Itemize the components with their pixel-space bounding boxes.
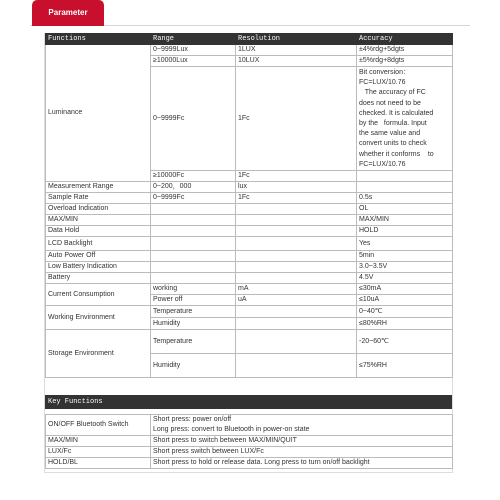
range-cell: Humidity [151,318,236,330]
resolution-cell: lux [236,182,357,193]
accuracy-cell: ≤75%RH [357,354,453,378]
accuracy-cell: 0.5s [357,193,453,204]
accuracy-cell: OL [357,204,453,215]
tab-parameter[interactable]: Parameter [32,0,104,26]
accuracy-cell: ±4%rdg+5dgts [357,45,453,56]
function-cell: Sample Rate [46,193,151,204]
key-desc-cell: Short press switch between LUX/Fc [151,447,453,458]
note-line: whether it conforms to [359,150,434,158]
function-cell: Data Hold [46,226,151,237]
function-cell: Storage Environment [46,330,151,378]
key-cell: LUX/Fc [46,447,151,458]
accuracy-cell [357,171,453,182]
note-line: Bit conversion： [359,69,410,76]
table-header-row [46,34,453,45]
function-cell: MAX/MIN [46,215,151,226]
table-row [46,237,453,251]
resolution-cell [236,354,357,378]
note-line: FC=LUX/10.76 [359,160,406,168]
accuracy-cell: 4.5V [357,273,453,284]
note-line: The accuracy of FC [359,89,426,97]
resolution-cell [236,273,357,284]
resolution-cell [236,215,357,226]
table-row [46,273,453,284]
accuracy-cell: ≤10uA [357,295,453,306]
resolution-cell [236,237,357,251]
table-row [46,45,453,56]
resolution-cell [236,226,357,237]
range-cell [151,251,236,262]
range-cell: Power off [151,295,236,306]
note-line: convert units to check [359,140,427,148]
range-cell [151,273,236,284]
table-row [46,330,453,354]
resolution-cell [236,262,357,273]
range-cell: ≥10000Fc [151,171,236,182]
range-cell [151,237,236,251]
key-functions-title: Key Functions [45,395,452,409]
key-cell: ON/OFF Bluetooth Switch [46,415,151,436]
fc-conversion-note [357,67,453,171]
resolution-cell [236,330,357,354]
table-row [46,251,453,262]
key-cell: HOLD/BL [46,458,151,469]
table-row [46,262,453,273]
range-cell: Temperature [151,330,236,354]
table-row [46,306,453,318]
range-cell: Temperature [151,306,236,318]
table-row [46,284,453,295]
accuracy-cell: 5min [357,251,453,262]
key-desc-cell: Short press to hold or release data. Long press to turn on/off backlight [151,458,453,469]
resolution-cell: 1Fc [236,67,357,171]
key-desc-cell [151,415,453,436]
tab-strip [30,0,470,26]
key-cell: MAX/MIN [46,436,151,447]
range-cell [151,226,236,237]
resolution-cell: 1Fc [236,171,357,182]
resolution-cell: uA [236,295,357,306]
function-cell: Battery [46,273,151,284]
table-row [46,215,453,226]
accuracy-cell: HOLD [357,226,453,237]
accuracy-cell: ≤30mA [357,284,453,295]
range-cell: 0~9999Lux [151,45,236,56]
function-cell: Luminance [46,45,151,182]
accuracy-cell: MAX/MIN [357,215,453,226]
table-row [46,436,453,447]
column-header: Accuracy [357,34,453,45]
function-cell: LCD Backlight [46,237,151,251]
accuracy-cell: -20~60℃ [357,330,453,354]
column-header: Range [151,34,236,45]
parameter-table [45,33,453,378]
note-line: FC=LUX/10.76 [359,79,406,87]
accuracy-cell [357,182,453,193]
column-header: Resolution [236,34,357,45]
bottom-divider [44,472,453,473]
key-functions-table [45,414,453,469]
range-cell: Humidity [151,354,236,378]
resolution-cell: mA [236,284,357,295]
function-cell: Auto Power Off [46,251,151,262]
range-cell: ≥10000Lux [151,56,236,67]
function-cell: Current Consumption [46,284,151,306]
range-cell: 0~9999Fc [151,193,236,204]
table-row [46,226,453,237]
accuracy-cell: ±5%rdg+8dgts [357,56,453,67]
range-cell [151,204,236,215]
range-cell [151,215,236,226]
resolution-cell [236,251,357,262]
function-cell: Overload Indication [46,204,151,215]
resolution-cell: 1LUX [236,45,357,56]
key-desc-cell: Short press to switch between MAX/MIN/QUIT [151,436,453,447]
table-row [46,204,453,215]
desc-line: Short press: power on/off [153,416,232,423]
desc-line: Long press: convert to Bluetooth in power-on state [153,426,310,433]
table-row [46,458,453,469]
range-cell: 0~200，000 [151,182,236,193]
column-header: Functions [46,34,151,45]
note-line: the same value and [359,130,421,138]
table-row [46,193,453,204]
accuracy-cell: 3.0~3.5V [357,262,453,273]
range-cell: working [151,284,236,295]
accuracy-cell: Yes [357,237,453,251]
resolution-cell [236,318,357,330]
resolution-cell [236,306,357,318]
function-cell: Low Battery Indication [46,262,151,273]
note-line: by the formula. Input [359,120,427,128]
note-line: checked. It is calculated [359,109,434,117]
table-row [46,415,453,436]
range-cell [151,262,236,273]
function-cell: Working Environment [46,306,151,330]
accuracy-cell: ≤80%RH [357,318,453,330]
resolution-cell: 1Fc [236,193,357,204]
resolution-cell: 10LUX [236,56,357,67]
function-cell: Measurement Range [46,182,151,193]
note-line: does not need to be [359,99,421,107]
accuracy-cell: 0~40℃ [357,306,453,318]
table-row [46,182,453,193]
range-cell: 0~9999Fc [151,67,236,171]
resolution-cell [236,204,357,215]
table-row [46,447,453,458]
